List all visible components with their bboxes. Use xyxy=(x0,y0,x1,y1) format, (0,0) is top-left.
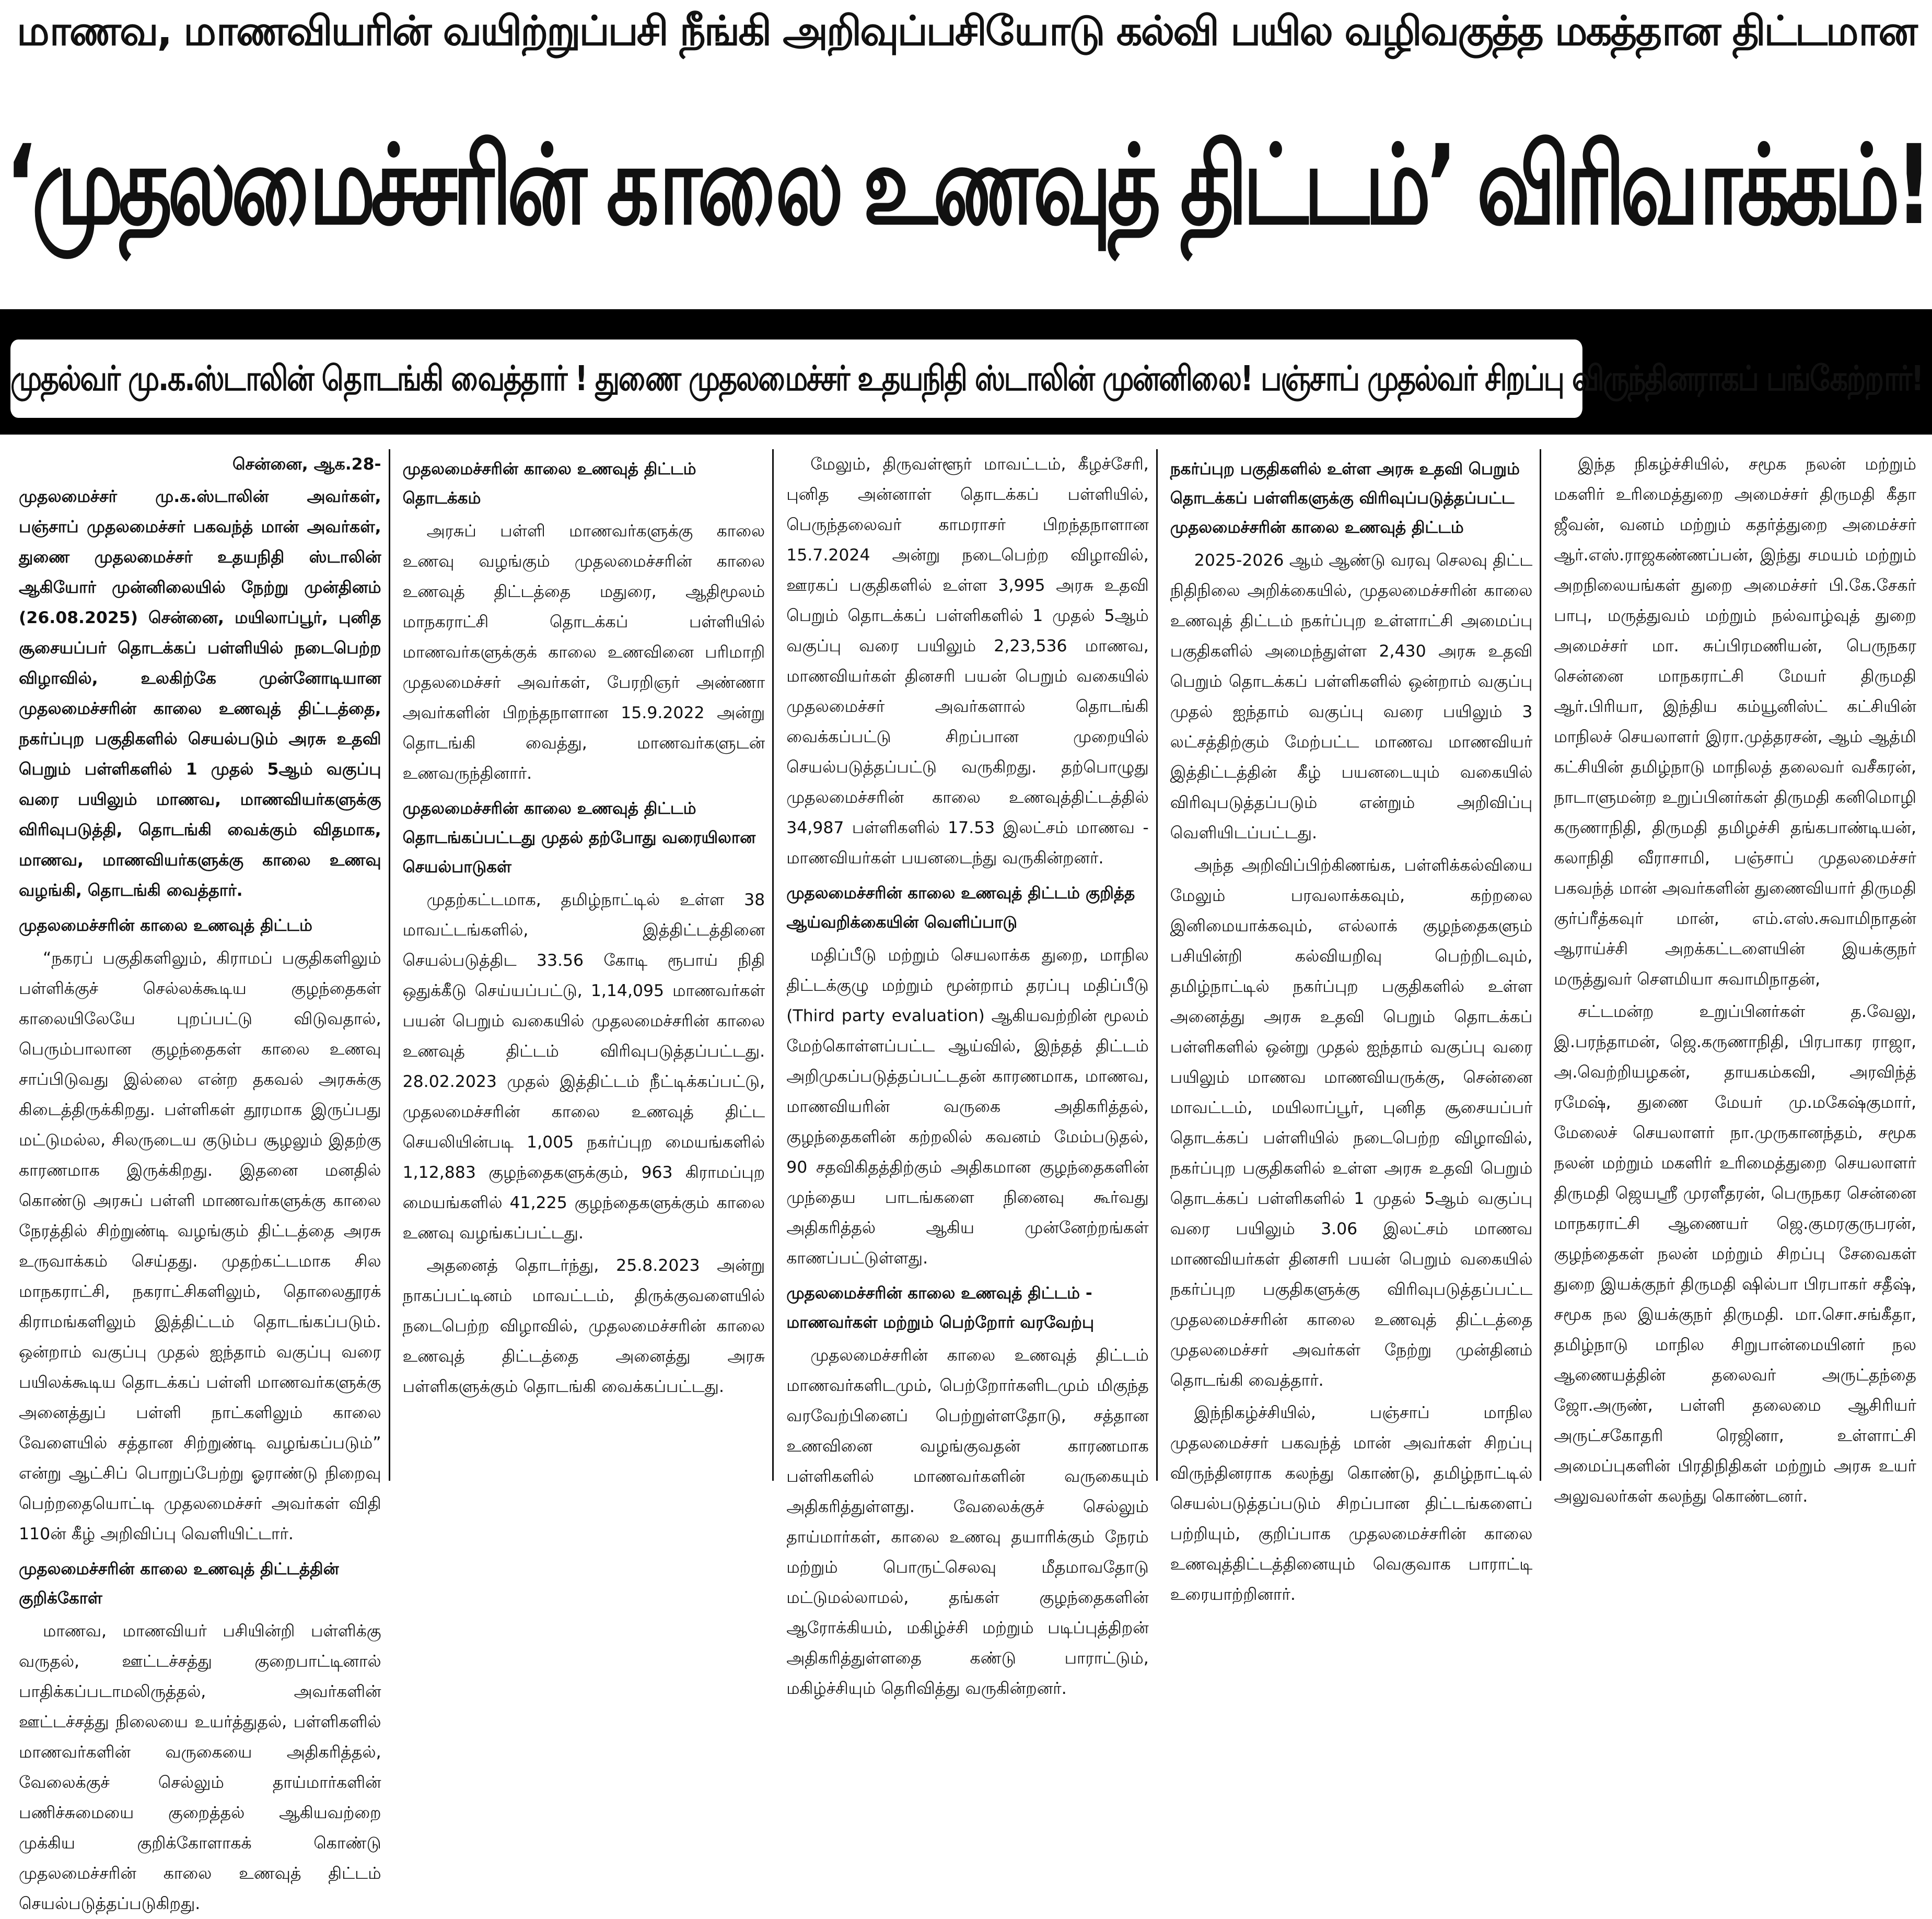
article-column-4 xyxy=(1163,449,1542,1604)
paragraph: இந்நிகழ்ச்சியில், பஞ்சாப் மாநில முதலமைச்சர் பகவந்த் மான் அவர்கள் சிறப்பு விருந்தினராக கலந்து கொண்டு, தமிழ்நாட்டில் செயல்படுத்தப்படும் சிறப்பான திட்டங்களைப் பற்றியும், குறிப்பாக முதலமைச்சரின் காலை உணவுத்திட்டத்தினையும் வெகுவாக பாராட்டி உரையாற்றினார். xyxy=(1170,1403,1533,1604)
section-heading: முதலமைச்சரின் காலை உணவுத் திட்டம் xyxy=(19,916,312,935)
section-heading: முதலமைச்சரின் காலை உணவுத் திட்டத்தின் குறிக்கோள் xyxy=(19,1560,339,1608)
paragraph: இந்த நிகழ்ச்சியில், சமூக நலன் மற்றும் மகளிர் உரிமைத்துறை அமைச்சர் திருமதி கீதா ஜீவன், வனம் மற்றும் கதர்த்துறை அமைச்சர் ஆர்.எஸ்.ராஜகண்ணப்பன், இந்து சமயம் மற்றும் அறநிலையங்கள் துறை அமைச்சர் பி.கே.சேகர் பாபு, மருத்துவம் மற்றும் நல்வாழ்வுத் துறை அமைச்சர் மா. சுப்பிரமணியன், பெருநகர சென்னை மாநகராட்சி மேயர் திருமதி ஆர்.பிரியா, இந்திய கம்யூனிஸ்ட் கட்சியின் மாநிலச் செயலாளர் இரா.முத்தரசன், ஆம் ஆத்மி கட்சியின் தமிழ்நாடு மாநிலத் தலைவர் வசீகரன், நாடாளுமன்ற உறுப்பினர்கள் திருமதி கனிமொழி கருணாநிதி, திருமதி தமிழச்சி தங்கபாண்டியன், கலாநிதி வீராசாமி, பஞ்சாப் முதலமைச்சர் பகவந்த் மான் அவர்களின் துணைவியார் திருமதி குர்ப்ரீத்கவுர் மான், எம்.எஸ்.சுவாமிநாதன் ஆராய்ச்சி அறக்கட்டளையின் இயக்குநர் மருத்துவர் சௌமியா சுவாமிநாதன், xyxy=(1554,455,1916,989)
article-column-3 xyxy=(779,449,1158,1698)
section-heading: முதலமைச்சரின் காலை உணவுத் திட்டம் - மாணவர்கள் மற்றும் பெற்றோர் வரவேற்பு xyxy=(786,1284,1095,1332)
paragraph: மதிப்பீடு மற்றும் செயலாக்க துறை, மாநில திட்டக்குழு மற்றும் மூன்றாம் தரப்பு மதிப்பீடு (Third party evaluation) ஆகியவற்றின் மூலம் மேற்கொள்ளப்பட்ட ஆய்வில், இந்தத் திட்டம் அறிமுகப்படுத்தப்பட்டதன் காரணமாக, மாணவ, மாணவியரின் வருகை அதிகரித்தல், குழந்தைகளின் கற்றலில் கவனம் மேம்படுதல், 90 சதவிகிதத்திற்கும் அதிகமான குழந்தைகளின் முந்தைய பாடங்களை நினைவு கூர்வது அதிகரித்தல் ஆகிய முன்னேற்றங்கள் காணப்பட்டுள்ளது. xyxy=(786,946,1149,1268)
paragraph: 2025-2026 ஆம் ஆண்டு வரவு செலவு திட்ட நிதிநிலை அறிக்கையில், முதலமைச்சரின் காலை உணவுத் திட்டம் நகர்ப்புற உள்ளாட்சி அமைப்பு பகுதிகளில் அமைந்துள்ள 2,430 அரசு உதவி பெறும் தொடக்கப் பள்ளிகளில் ஒன்றாம் வகுப்பு முதல் ஐந்தாம் வகுப்பு வரை பயிலும் 3 லட்சத்திற்கும் மேற்பட்ட மாணவ மாணவியர் இத்திட்டத்தின் கீழ் பயனடையும் வகையில் விரிவுபடுத்தப்படும் என்றும் அறிவிப்பு வெளியிடப்பட்டது. xyxy=(1170,551,1533,843)
paragraph: முதற்கட்டமாக, தமிழ்நாட்டில் உள்ள 38 மாவட்டங்களில், இத்திட்டத்தினை செயல்படுத்திட 33.56 கோடி ரூபாய் நிதி ஒதுக்கீடு செய்யப்பட்டு, 1,14,095 மாணவர்கள் பயன் பெறும் வகையில் முதலமைச்சரின் காலை உணவுத் திட்டம் விரிவுபடுத்தப்பட்டது. 28.02.2023 முதல் இத்திட்டம் நீட்டிக்கப்பட்டு, முதலமைச்சரின் காலை உணவுத் திட்ட செயலியின்படி 1,005 நகர்ப்புற மையங்களில் 1,12,883 குழந்தைகளுக்கும், 963 கிராமப்புற மையங்களில் 41,225 குழந்தைகளுக்கும் காலை உணவு வழங்கப்பட்டது. xyxy=(402,891,765,1243)
paragraph: மாணவ, மாணவியர் பசியின்றி பள்ளிக்கு வருதல், ஊட்டச்சத்து குறைபாட்டினால் பாதிக்கப்படாமலிருத்தல், அவர்களின் ஊட்டச்சத்து நிலையை உயர்த்துதல், பள்ளிகளில் மாணவர்களின் வருகையை அதிகரித்தல், வேலைக்குச் செல்லும் தாய்மார்களின் பணிச்சுமையை குறைத்தல் ஆகியவற்றை முக்கிய குறிக்கோளாகக் கொண்டு முதலமைச்சரின் காலை உணவுத் திட்டம் செயல்படுத்தப்படுகிறது. xyxy=(19,1622,381,1913)
section-heading: நகர்ப்புற பகுதிகளில் உள்ள அரசு உதவி பெறும் தொடக்கப் பள்ளிகளுக்கு விரிவுப்படுத்தப்பட்ட முதலமைச்சரின் காலை உணவுத் திட்டம் xyxy=(1170,460,1520,537)
article-column-5 xyxy=(1546,449,1924,1506)
paragraph: சட்டமன்ற உறுப்பினர்கள் த.வேலு, இ.பரந்தாமன், ஜெ.கருணாநிதி, பிரபாகர ராஜா, அ.வெற்றியழகன், தாயகம்கவி, அரவிந்த் ரமேஷ், துணை மேயர் மு.மகேஷ்குமார், மேலைச் செயலாளர் நா.முருகானந்தம், சமூக நலன் மற்றும் மகளிர் உரிமைத்துறை செயலாளர் திருமதி ஜெயஸ்ரீ முரளீதரன், பெருநகர சென்னை மாநகராட்சி ஆணையர் ஜெ.குமரகுருபரன், குழந்தைகள் நலன் மற்றும் சிறப்பு சேவைகள் துறை இயக்குநர் திருமதி ஷில்பா பிரபாகர் சதீஷ், சமூக நல இயக்குநர் திருமதி. மா.சொ.சங்கீதா, தமிழ்நாடு மாநில சிறுபான்மையினர் நல ஆணையத்தின் தலைவர் அருட்தந்தை ஜோ.அருண், பள்ளி தலைமை ஆசிரியர் அருட்சகோதரி ரெஜினா, உள்ளாட்சி அமைப்புகளின் பிரதிநிதிகள் மற்றும் அரசு உயர் அலுவலர்கள் கலந்து கொண்டனர். xyxy=(1554,1002,1916,1506)
article-column-2 xyxy=(395,449,774,1481)
paragraph: மேலும், திருவள்ளூர் மாவட்டம், கீழச்சேரி, புனித அன்னாள் தொடக்கப் பள்ளியில், பெருந்தலைவர் காமராசர் பிறந்தநாளான 15.7.2024 அன்று நடைபெற்ற விழாவில், ஊரகப் பகுதிகளில் உள்ள 3,995 அரசு உதவி பெறும் தொடக்கப் பள்ளிகளில் 1 முதல் 5ஆம் வகுப்பு வரை பயிலும் 2,23,536 மாணவ, மாணவியர்கள் தினசரி பயன் பெறும் வகையில் முதலமைச்சர் அவர்களால் தொடங்கி வைக்கப்பட்டு சிறப்பான முறையில் செயல்படுத்தப்பட்டு வருகிறது. தற்பொழுது முதலமைச்சரின் காலை உணவுத்திட்டத்தில் 34,987 பள்ளிகளில் 17.53 இலட்சம் மாணவ - மாணவியர்கள் பயனடைந்து வருகின்றனர். xyxy=(786,455,1149,868)
paragraph: “நகரப் பகுதிகளிலும், கிராமப் பகுதிகளிலும் பள்ளிக்குச் செல்லக்கூடிய குழந்தைகள் காலையிலேயே புறப்பட்டு விடுவதால், பெரும்பாலான குழந்தைகள் காலை உணவு சாப்பிடுவது இல்லை என்ற தகவல் அரசுக்கு கிடைத்திருக்கிறது. பள்ளிகள் தூரமாக இருப்பது மட்டுமல்ல, சிலருடைய குடும்ப சூழலும் இதற்கு காரணமாக இருக்கிறது. இதனை மனதில் கொண்டு அரசுப் பள்ளி மாணவர்களுக்கு காலை நேரத்தில் சிற்றுண்டி வழங்கும் திட்டத்தை அரசு உருவாக்கம் செய்தது. முதற்கட்டமாக சில மாநகராட்சி, நகராட்சிகளிலும், தொலைதூரக் கிராமங்களிலும் இத்திட்டம் தொடங்கப்படும். ஒன்றாம் வகுப்பு முதல் ஐந்தாம் வகுப்பு வரை பயிலக்கூடிய தொடக்கப் பள்ளி மாணவர்களுக்கு அனைத்துப் பள்ளி நாட்களிலும் காலை வேளையில் சத்தான சிற்றுண்டி வழங்கப்படும்” என்று ஆட்சிப் பொறுப்பேற்று ஓராண்டு நிறைவு பெற்றதையொட்டி முதலமைச்சர் அவர்கள் விதி 110ன் கீழ் அறிவிப்பு வெளியிட்டார். xyxy=(19,949,381,1543)
section-heading: முதலமைச்சரின் காலை உணவுத் திட்டம் தொடக்கம் xyxy=(402,460,696,508)
paragraph: அந்த அறிவிப்பிற்கிணங்க, பள்ளிக்கல்வியை மேலும் பரவலாக்கவும், கற்றலை இனிமையாக்கவும், எல்லாக் குழந்தைகளும் பசியின்றி கல்வியறிவு பெற்றிடவும், தமிழ்நாட்டில் நகர்ப்புற பகுதிகளில் உள்ள அனைத்து அரசு உதவி பெறும் தொடக்கப் பள்ளிகளில் ஒன்று முதல் ஐந்தாம் வகுப்பு வரை பயிலும் மாணவ மாணவியருக்கு, சென்னை மாவட்டம், மயிலாப்பூர், புனித சூசையப்பர் தொடக்கப் பள்ளியில் நடைபெற்ற விழாவில், நகர்ப்புற பகுதிகளில் உள்ள அரசு உதவி பெறும் தொடக்கப் பள்ளிகளில் 1 முதல் 5ஆம் வகுப்பு வரை பயிலும் 3.06 இலட்சம் மாணவ மாணவியர்கள் தினசரி பயன் பெறும் வகையில் நகர்ப்புற பகுதிகளுக்கு விரிவுபடுத்தப்பட்ட முதலமைச்சரின் காலை உணவுத் திட்டத்தை முதலமைச்சர் அவர்கள் நேற்று முன்தினம் தொடங்கி வைத்தார். xyxy=(1170,856,1533,1390)
section-heading: முதலமைச்சரின் காலை உணவுத் திட்டம் தொடங்கப்பட்டது முதல் தற்போது வரையிலான செயல்பாடுகள் xyxy=(402,799,756,876)
section-heading: முதலமைச்சரின் காலை உணவுத் திட்டம் குறித்த ஆய்வறிக்கையின் வெளிப்பாடு xyxy=(786,884,1135,932)
article-column-1 xyxy=(11,449,390,1913)
paragraph: முதலமைச்சரின் காலை உணவுத் திட்டம் மாணவர்களிடமும், பெற்றோர்களிடமும் மிகுந்த வரவேற்பினைப் பெற்றுள்ளதோடு, சத்தான உணவினை வழங்குவதன் காரணமாக பள்ளிகளில் மாணவர்களின் வருகையும் அதிகரித்துள்ளது. வேலைக்குச் செல்லும் தாய்மார்கள், காலை உணவு தயாரிக்கும் நேரம் மற்றும் பொருட்செலவு மீதமாவதோடு மட்டுமல்லாமல், தங்கள் குழந்தைகளின் ஆரோக்கியம், மகிழ்ச்சி மற்றும் படிப்புத்திறன் அதிகரித்துள்ளதை கண்டு பாராட்டும், மகிழ்ச்சியும் தெரிவித்து வருகின்றனர். xyxy=(786,1346,1149,1698)
subheadline: முதல்வர் மு.க.ஸ்டாலின் தொடங்கி வைத்தார் ! துணை முதலமைச்சர் உதயநிதி ஸ்டாலின் முன்னிலை! பஞ்சாப் முதல்வர் சிறப்பு விருந்தினராகப் பங்கேற்றார்! xyxy=(10,340,1582,418)
headline-kicker: மாணவ, மாணவியரின் வயிற்றுப்பசி நீங்கி அறிவுப்பசியோடு கல்வி பயில வழிவகுத்த மகத்தான திட்டமான xyxy=(17,8,1916,55)
lead-paragraph: முதலமைச்சர் மு.க.ஸ்டாலின் அவர்கள், பஞ்சாப் முதலமைச்சர் பகவந்த் மான் அவர்கள், துணை முதலமைச்சர் உதயநிதி ஸ்டாலின் ஆகியோர் முன்னிலையில் நேற்று முன்தினம் (26.08.2025) சென்னை, மயிலாப்பூர், புனித சூசையப்பர் தொடக்கப் பள்ளியில் நடைபெற்ற விழாவில், உலகிற்கே முன்னோடியான முதலமைச்சரின் காலை உணவுத் திட்டத்தை, நகர்ப்புற பகுதிகளில் செயல்படும் அரசு உதவி பெறும் பள்ளிகளில் 1 முதல் 5ஆம் வகுப்பு வரை பயிலும் மாணவ, மாணவியர்களுக்கு விரிவுபடுத்தி, தொடங்கி வைக்கும் விதமாக, மாணவ, மாணவியர்களுக்கு காலை உணவு வழங்கி, தொடங்கி வைத்தார். xyxy=(19,487,381,900)
main-headline: ‘முதலமைச்சரின் காலை உணவுத் திட்டம்’ விரிவாக்கம்! xyxy=(5,121,1928,249)
paragraph: அரசுப் பள்ளி மாணவர்களுக்கு காலை உணவு வழங்கும் முதலமைச்சரின் காலை உணவுத் திட்டத்தை மதுரை, ஆதிமூலம் மாநகராட்சி தொடக்கப் பள்ளியில் மாணவர்களுக்குக் காலை உணவினை பரிமாறி முதலமைச்சர் அவர்கள், பேரறிஞர் அண்ணா அவர்களின் பிறந்தநாளான 15.9.2022 அன்று தொடங்கி வைத்து, மாணவர்களுடன் உணவருந்தினார். xyxy=(402,522,765,783)
article-body xyxy=(11,449,1924,1913)
dateline: சென்னை, ஆக.28- xyxy=(232,455,381,474)
paragraph: அதனைத் தொடர்ந்து, 25.8.2023 அன்று நாகப்பட்டினம் மாவட்டம், திருக்குவளையில் நடைபெற்ற விழாவில், முதலமைச்சரின் காலை உணவுத் திட்டத்தை அனைத்து அரசு பள்ளிகளுக்கும் தொடங்கி வைக்கப்பட்டது. xyxy=(402,1256,765,1396)
